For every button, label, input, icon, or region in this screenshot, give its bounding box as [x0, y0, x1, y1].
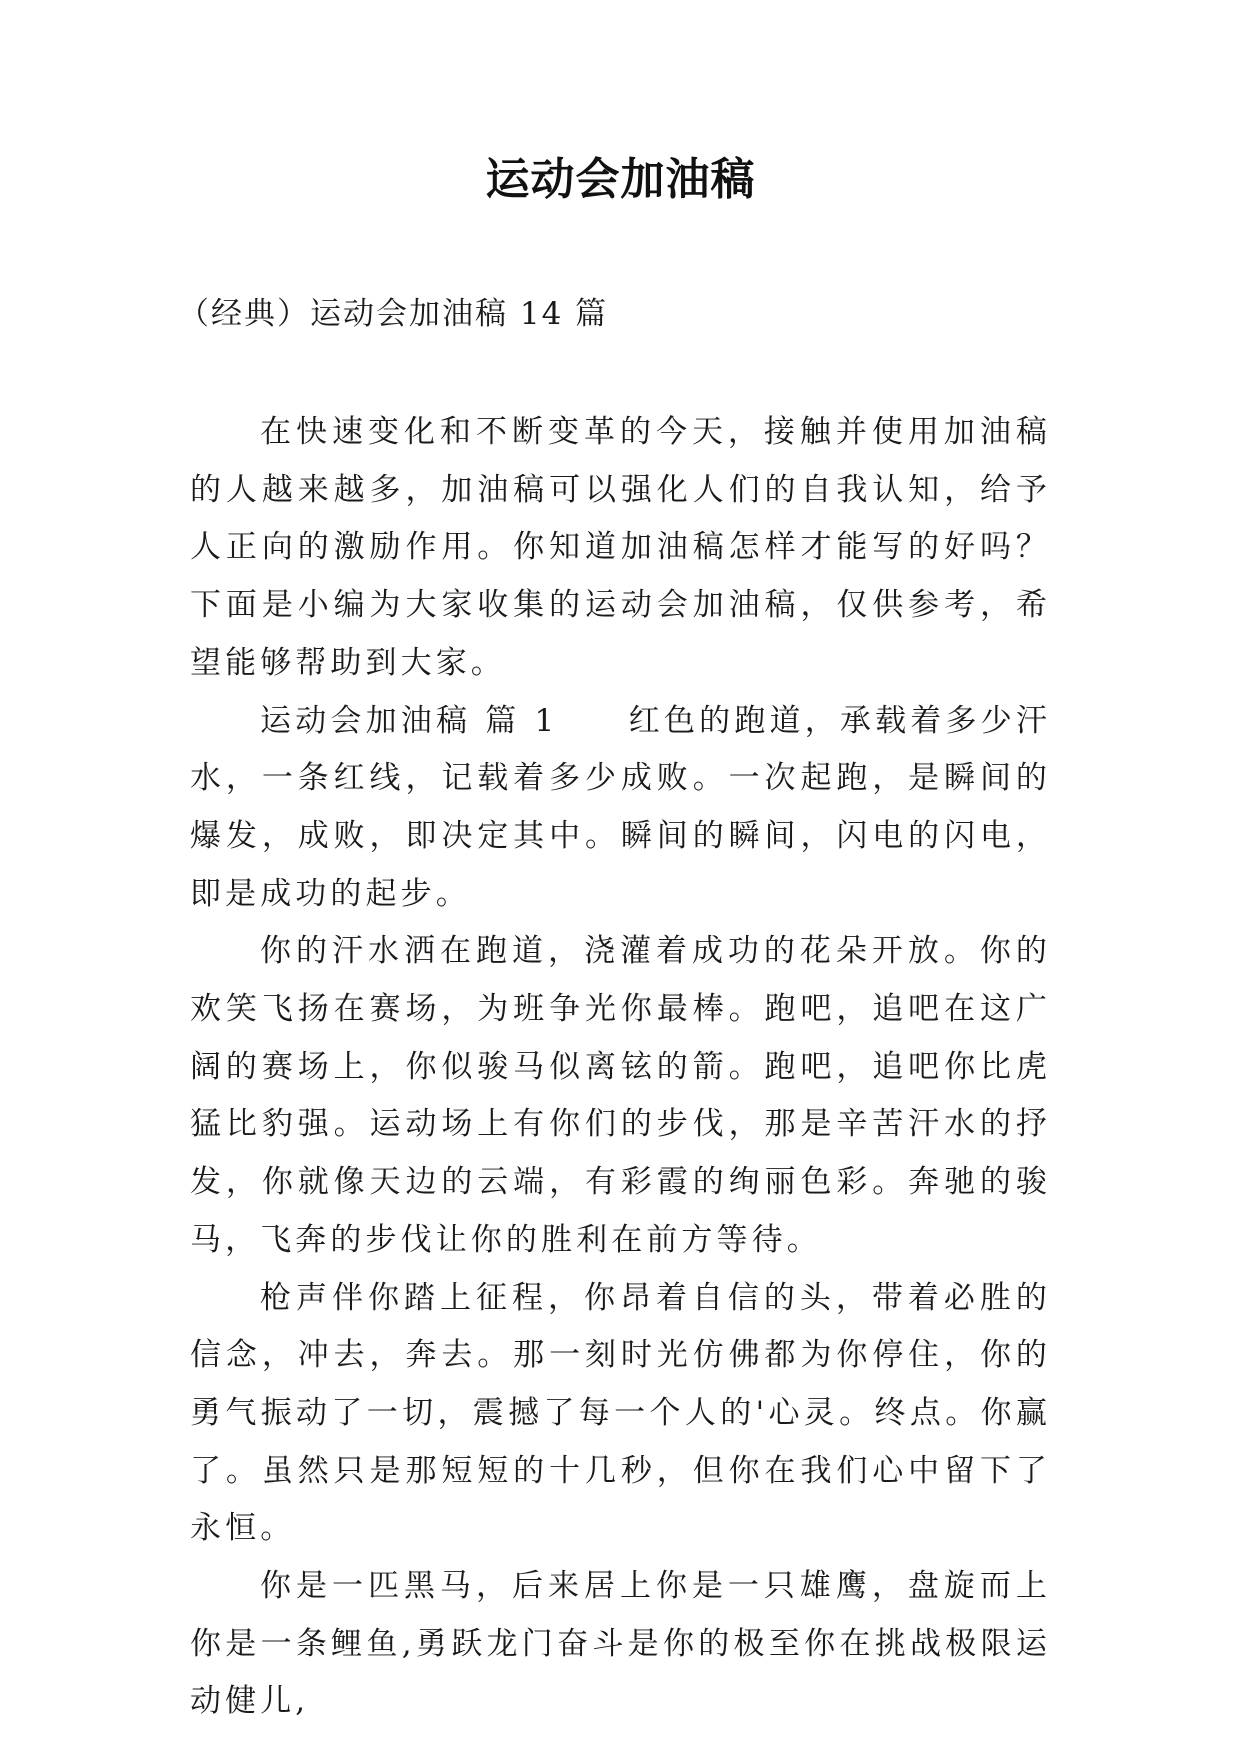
paragraph-intro: 在快速变化和不断变革的今天，接触并使用加油稿的人越来越多，加油稿可以强化人们的自我认知，给予人正向的激励作用。你知道加油稿怎样才能写的好吗？下面是小编为大家收集的运动会加油稿，仅供参考，希望能够帮助到大家。 — [190, 414, 1051, 681]
document-body — [190, 404, 1051, 1731]
paragraph-sweat: 你的汗水洒在跑道，浇灌着成功的花朵开放。你的欢笑飞扬在赛场，为班争光你最棒。跑吧，追吧在这广阔的赛场上，你似骏马似离铉的箭。跑吧，追吧你比虎猛比豹强。运动场上有你们的步伐，那是辛苦汗水的抒发，你就像天边的云端，有彩霞的绚丽色彩。奔驰的骏马，飞奔的步伐让你的胜利在前方等待。 — [190, 933, 1051, 1258]
paragraph-gunshot: 枪声伴你踏上征程，你昂着自信的头，带着必胜的信念，冲去，奔去。那一刻时光仿佛都为你停住，你的勇气振动了一切，震撼了每一个人的'心灵。终点。你赢了。虽然只是那短短的十几秒，但你在我们心中留下了永恒。 — [190, 1279, 1051, 1547]
paragraph-dark-horse: 你是一匹黑马，后来居上你是一只雄鹰，盘旋而上你是一条鲤鱼,勇跃龙门奋斗是你的极至你在挑战极限运动健儿, — [190, 1568, 1051, 1720]
document-title: 运动会加油稿 — [485, 154, 756, 205]
document-subtitle: （经典）运动会加油稿 14 篇 — [178, 296, 609, 332]
paragraph-piece-1: 运动会加油稿 篇 1 红色的跑道，承载着多少汗水，一条红线，记载着多少成败。一次起跑，是瞬间的爆发，成败，即决定其中。瞬间的瞬间，闪电的闪电，即是成功的起步。 — [190, 702, 1051, 912]
